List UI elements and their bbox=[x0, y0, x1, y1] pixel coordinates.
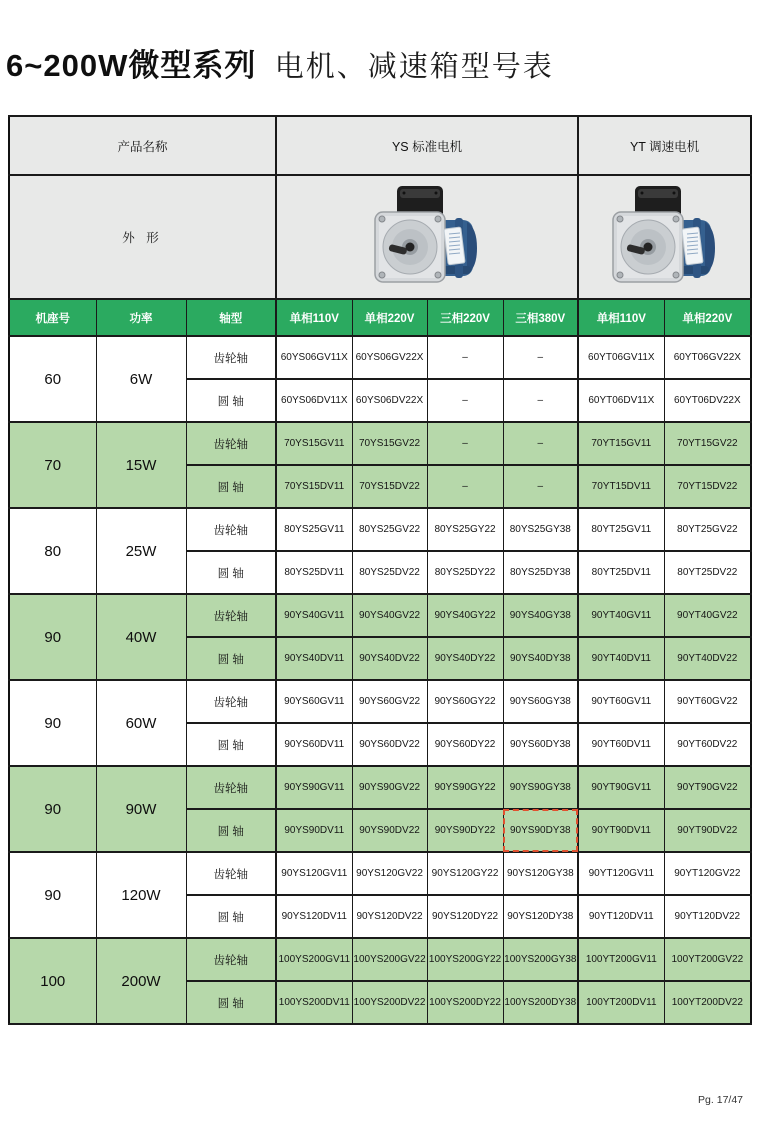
model-cell: 70YS15DV11 bbox=[276, 465, 352, 508]
model-cell: 90YT60DV22 bbox=[664, 723, 751, 766]
model-cell: 90YT120GV22 bbox=[664, 852, 751, 895]
power-cell: 40W bbox=[96, 594, 186, 680]
model-cell: 90YS120GY22 bbox=[427, 852, 503, 895]
model-cell: 90YS40GV11 bbox=[276, 594, 352, 637]
model-cell: 90YS60DV22 bbox=[352, 723, 427, 766]
model-cell: 90YS90GV11 bbox=[276, 766, 352, 809]
shaft-type-cell: 齿轮轴 bbox=[186, 508, 276, 551]
shaft-type-cell: 齿轮轴 bbox=[186, 336, 276, 379]
shaft-type-cell: 齿轮轴 bbox=[186, 422, 276, 465]
model-cell: 90YT40GV11 bbox=[578, 594, 664, 637]
model-cell: 90YS90DV11 bbox=[276, 809, 352, 852]
model-cell: 90YT40DV22 bbox=[664, 637, 751, 680]
model-cell: 70YT15GV22 bbox=[664, 422, 751, 465]
power-cell: 6W bbox=[96, 336, 186, 422]
table-row bbox=[9, 680, 751, 723]
model-cell: 90YS40DY22 bbox=[427, 637, 503, 680]
model-cell: 100YS200DV22 bbox=[352, 981, 427, 1024]
col-header-1ph110v: 单相110V bbox=[276, 299, 352, 336]
model-cell: 100YT200GV22 bbox=[664, 938, 751, 981]
highlighted-model-cell: 90YS90DY38 bbox=[503, 809, 578, 852]
shaft-type-cell: 圆 轴 bbox=[186, 723, 276, 766]
model-cell: 60YS06GV22X bbox=[352, 336, 427, 379]
model-cell: 60YS06GV11X bbox=[276, 336, 352, 379]
col-header-yt-1ph220v: 单相220V bbox=[664, 299, 751, 336]
frame-cell: 90 bbox=[9, 594, 96, 680]
model-cell: 90YT90GV11 bbox=[578, 766, 664, 809]
page-number: Pg. 17/47 bbox=[698, 1094, 743, 1106]
table-header-row bbox=[9, 116, 751, 175]
model-cell: 90YT120GV11 bbox=[578, 852, 664, 895]
model-cell: – bbox=[427, 379, 503, 422]
model-cell: 70YS15GV22 bbox=[352, 422, 427, 465]
model-cell: 80YT25GV22 bbox=[664, 508, 751, 551]
shaft-type-cell: 齿轮轴 bbox=[186, 938, 276, 981]
model-cell: 90YS40DY38 bbox=[503, 637, 578, 680]
model-cell: 90YS120DV11 bbox=[276, 895, 352, 938]
shaft-type-cell: 圆 轴 bbox=[186, 895, 276, 938]
frame-cell: 90 bbox=[9, 680, 96, 766]
model-cell: 90YS40DV11 bbox=[276, 637, 352, 680]
model-cell: 90YS60DY22 bbox=[427, 723, 503, 766]
model-cell: 100YS200GV22 bbox=[352, 938, 427, 981]
product-name-header: 产品名称 bbox=[9, 116, 276, 175]
table-row bbox=[9, 852, 751, 895]
model-cell: 80YS25DV22 bbox=[352, 551, 427, 594]
model-cell: 90YS60GV11 bbox=[276, 680, 352, 723]
table-row bbox=[9, 594, 751, 637]
yt-motor-image-cell bbox=[578, 175, 751, 299]
model-cell: 90YT60DV11 bbox=[578, 723, 664, 766]
shaft-type-cell: 齿轮轴 bbox=[186, 852, 276, 895]
model-cell: 90YT120DV22 bbox=[664, 895, 751, 938]
shaft-type-cell: 齿轮轴 bbox=[186, 680, 276, 723]
model-cell: 80YS25GV22 bbox=[352, 508, 427, 551]
model-cell: 90YS90DV22 bbox=[352, 809, 427, 852]
model-cell: – bbox=[503, 379, 578, 422]
model-cell: 90YT60GV11 bbox=[578, 680, 664, 723]
table-row bbox=[9, 336, 751, 379]
model-cell: 60YT06GV22X bbox=[664, 336, 751, 379]
appearance-label: 外 形 bbox=[9, 175, 276, 299]
appearance-row bbox=[9, 175, 751, 299]
model-cell: 100YS200DV11 bbox=[276, 981, 352, 1024]
shaft-type-cell: 齿轮轴 bbox=[186, 766, 276, 809]
page-title-subtitle: 电机、减速箱型号表 bbox=[274, 51, 554, 83]
model-cell: 90YS120GV22 bbox=[352, 852, 427, 895]
model-cell: 90YS40GY22 bbox=[427, 594, 503, 637]
frame-cell: 100 bbox=[9, 938, 96, 1024]
model-cell: 100YT200DV22 bbox=[664, 981, 751, 1024]
model-cell: 70YT15GV11 bbox=[578, 422, 664, 465]
model-cell: 90YT90DV22 bbox=[664, 809, 751, 852]
column-header-row bbox=[9, 299, 751, 336]
model-cell: 70YT15DV22 bbox=[664, 465, 751, 508]
col-header-frame: 机座号 bbox=[9, 299, 96, 336]
model-cell: 90YS60GY38 bbox=[503, 680, 578, 723]
model-cell: 100YS200GY38 bbox=[503, 938, 578, 981]
shaft-type-cell: 圆 轴 bbox=[186, 465, 276, 508]
model-cell: 100YT200DV11 bbox=[578, 981, 664, 1024]
frame-cell: 60 bbox=[9, 336, 96, 422]
model-cell: 80YS25GY22 bbox=[427, 508, 503, 551]
model-cell: 60YT06DV22X bbox=[664, 379, 751, 422]
model-cell: 60YS06DV22X bbox=[352, 379, 427, 422]
frame-cell: 90 bbox=[9, 852, 96, 938]
model-cell: 90YS60DY38 bbox=[503, 723, 578, 766]
ys-motor-image bbox=[367, 180, 487, 292]
model-cell: 90YS120DY22 bbox=[427, 895, 503, 938]
shaft-type-cell: 圆 轴 bbox=[186, 981, 276, 1024]
power-cell: 90W bbox=[96, 766, 186, 852]
model-cell: 70YS15DV22 bbox=[352, 465, 427, 508]
shaft-type-cell: 圆 轴 bbox=[186, 551, 276, 594]
model-cell: 60YT06GV11X bbox=[578, 336, 664, 379]
frame-cell: 80 bbox=[9, 508, 96, 594]
model-cell: 90YT60GV22 bbox=[664, 680, 751, 723]
power-cell: 120W bbox=[96, 852, 186, 938]
model-cell: 60YS06DV11X bbox=[276, 379, 352, 422]
page-title-series: 6~200W微型系列 bbox=[6, 48, 257, 83]
model-cell: 90YT40GV22 bbox=[664, 594, 751, 637]
model-cell: – bbox=[427, 422, 503, 465]
table-row bbox=[9, 422, 751, 465]
model-cell: 90YS90GV22 bbox=[352, 766, 427, 809]
model-cell: 90YT90DV11 bbox=[578, 809, 664, 852]
page-title bbox=[6, 40, 554, 85]
col-header-shaft: 轴型 bbox=[186, 299, 276, 336]
power-cell: 15W bbox=[96, 422, 186, 508]
model-cell: 80YS25GV11 bbox=[276, 508, 352, 551]
model-cell: 90YS120DV22 bbox=[352, 895, 427, 938]
model-cell: 90YT40DV11 bbox=[578, 637, 664, 680]
col-header-yt-1ph110v: 单相110V bbox=[578, 299, 664, 336]
model-cell: 80YS25GY38 bbox=[503, 508, 578, 551]
model-cell: – bbox=[427, 336, 503, 379]
power-cell: 60W bbox=[96, 680, 186, 766]
shaft-type-cell: 圆 轴 bbox=[186, 637, 276, 680]
model-cell: – bbox=[503, 465, 578, 508]
model-cell: 90YS40GY38 bbox=[503, 594, 578, 637]
model-cell: 90YS120DY38 bbox=[503, 895, 578, 938]
shaft-type-cell: 圆 轴 bbox=[186, 809, 276, 852]
model-cell: 80YS25DY22 bbox=[427, 551, 503, 594]
model-cell: 90YS90DY22 bbox=[427, 809, 503, 852]
model-cell: 90YS60GV22 bbox=[352, 680, 427, 723]
ys-standard-motor-header: YS 标准电机 bbox=[276, 116, 578, 175]
model-cell: – bbox=[503, 422, 578, 465]
model-cell: 90YS60DV11 bbox=[276, 723, 352, 766]
yt-speed-motor-header: YT 调速电机 bbox=[578, 116, 751, 175]
model-cell: 100YS200DY38 bbox=[503, 981, 578, 1024]
frame-cell: 90 bbox=[9, 766, 96, 852]
model-cell: 100YS200GY22 bbox=[427, 938, 503, 981]
model-cell: 90YT90GV22 bbox=[664, 766, 751, 809]
model-cell: – bbox=[503, 336, 578, 379]
model-cell: 80YT25GV11 bbox=[578, 508, 664, 551]
model-cell: 100YS200DY22 bbox=[427, 981, 503, 1024]
col-header-1ph220v: 单相220V bbox=[352, 299, 427, 336]
model-cell: 80YT25DV22 bbox=[664, 551, 751, 594]
motor-illustration bbox=[605, 180, 725, 292]
model-cell: 90YS60GY22 bbox=[427, 680, 503, 723]
model-cell: 70YT15DV11 bbox=[578, 465, 664, 508]
power-cell: 200W bbox=[96, 938, 186, 1024]
table-row bbox=[9, 938, 751, 981]
model-cell: – bbox=[427, 465, 503, 508]
model-cell: 90YS40DV22 bbox=[352, 637, 427, 680]
motor-illustration bbox=[367, 180, 487, 292]
model-cell: 100YS200GV11 bbox=[276, 938, 352, 981]
power-cell: 25W bbox=[96, 508, 186, 594]
model-cell: 90YS120GY38 bbox=[503, 852, 578, 895]
ys-motor-image-cell bbox=[276, 175, 578, 299]
col-header-3ph220v: 三相220V bbox=[427, 299, 503, 336]
model-cell: 100YT200GV11 bbox=[578, 938, 664, 981]
model-cell: 80YS25DY38 bbox=[503, 551, 578, 594]
model-cell: 90YS90GY38 bbox=[503, 766, 578, 809]
col-header-3ph380v: 三相380V bbox=[503, 299, 578, 336]
model-cell: 90YS90GY22 bbox=[427, 766, 503, 809]
model-cell: 60YT06DV11X bbox=[578, 379, 664, 422]
model-cell: 90YS120GV11 bbox=[276, 852, 352, 895]
shaft-type-cell: 圆 轴 bbox=[186, 379, 276, 422]
yt-motor-image bbox=[605, 180, 725, 292]
model-cell: 90YT120DV11 bbox=[578, 895, 664, 938]
motor-model-table bbox=[8, 115, 752, 1025]
shaft-type-cell: 齿轮轴 bbox=[186, 594, 276, 637]
model-cell: 70YS15GV11 bbox=[276, 422, 352, 465]
col-header-power: 功率 bbox=[96, 299, 186, 336]
frame-cell: 70 bbox=[9, 422, 96, 508]
table-row bbox=[9, 508, 751, 551]
table-row bbox=[9, 766, 751, 809]
model-cell: 90YS40GV22 bbox=[352, 594, 427, 637]
model-cell: 80YS25DV11 bbox=[276, 551, 352, 594]
model-cell: 80YT25DV11 bbox=[578, 551, 664, 594]
